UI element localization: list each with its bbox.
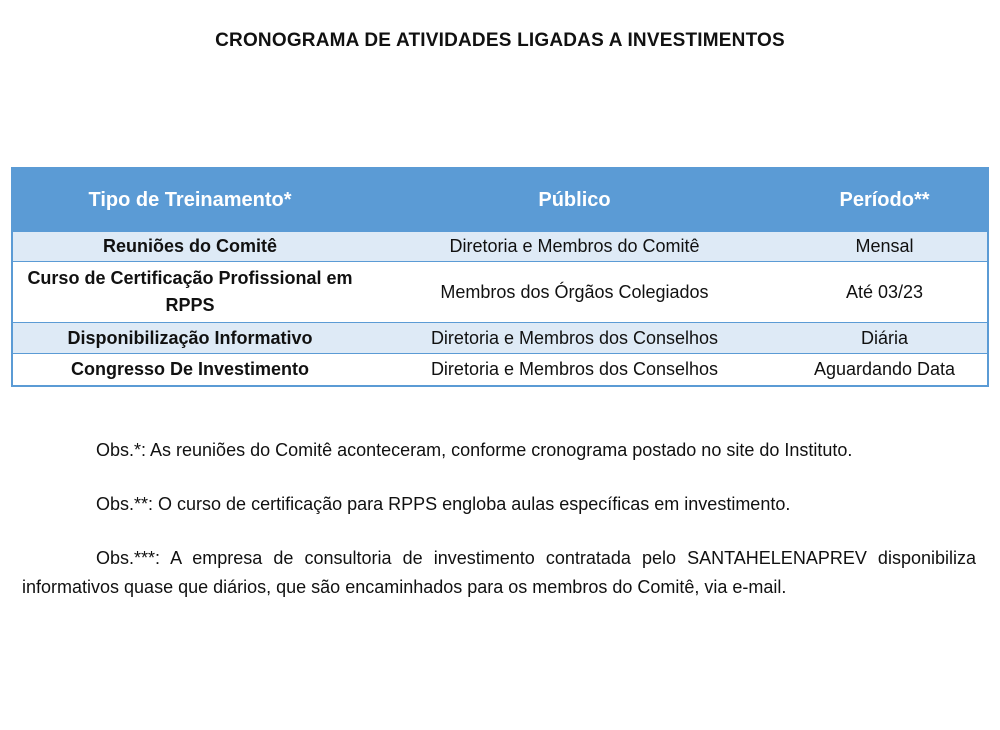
observation-note-1: Obs.*: As reuniões do Comitê aconteceram, conforme cronograma postado no site do Instituto. xyxy=(96,440,853,460)
cell-audience: Diretoria e Membros dos Conselhos xyxy=(367,354,782,387)
cell-training-type: Curso de Certificação Profissional em RPPS xyxy=(12,262,367,323)
document-title: CRONOGRAMA DE ATIVIDADES LIGADAS A INVESTIMENTOS xyxy=(215,30,785,51)
header-training-type: Tipo de Treinamento* xyxy=(12,168,367,232)
cell-audience: Diretoria e Membros do Comitê xyxy=(367,232,782,262)
observations xyxy=(22,436,976,627)
cell-period: Mensal xyxy=(782,232,988,262)
observation-note-3: Obs.***: A empresa de consultoria de investimento contratada pelo SANTAHELENAPREV disponibiliza informativos quase que diários, que são encaminhados para os membros do Comitê, via e-mail. xyxy=(22,548,976,597)
table-row xyxy=(12,262,988,323)
cell-period: Diária xyxy=(782,323,988,354)
cell-training-type: Disponibilização Informativo xyxy=(12,323,367,354)
cell-training-type: Congresso De Investimento xyxy=(12,354,367,387)
cell-audience: Membros dos Órgãos Colegiados xyxy=(367,262,782,323)
header-audience: Público xyxy=(367,168,782,232)
cell-audience: Diretoria e Membros dos Conselhos xyxy=(367,323,782,354)
cell-training-type: Reuniões do Comitê xyxy=(12,232,367,262)
cell-period: Aguardando Data xyxy=(782,354,988,387)
table-row xyxy=(12,354,988,387)
table-row xyxy=(12,323,988,354)
table-row xyxy=(12,232,988,262)
cell-period: Até 03/23 xyxy=(782,262,988,323)
schedule-table xyxy=(11,167,989,387)
table-header-row xyxy=(12,168,988,232)
observation-note-2: Obs.**: O curso de certificação para RPPS engloba aulas específicas em investimento. xyxy=(96,494,791,514)
header-period: Período** xyxy=(782,168,988,232)
